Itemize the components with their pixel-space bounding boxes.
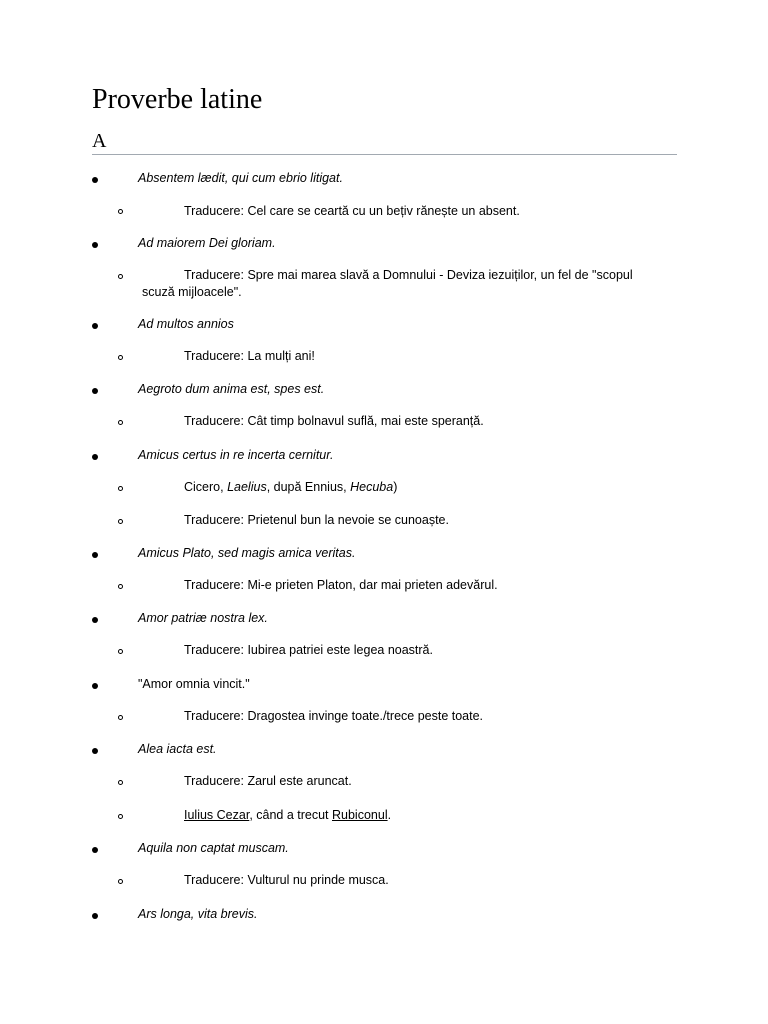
proverb-text: Alea iacta est.	[138, 742, 217, 756]
bullet	[92, 748, 98, 754]
sub-bullet	[118, 715, 123, 720]
note-text: Iulius Cezar, când a trecut Rubiconul.	[184, 808, 392, 822]
proverb-text: Amicus certus in re incerta cernitur.	[138, 448, 334, 462]
sub-bullet	[118, 355, 123, 360]
citation-text: Cicero, Laelius, după Ennius, Hecuba)	[184, 480, 398, 494]
translation-text: Traducere: Vulturul nu prinde musca.	[184, 873, 389, 887]
bullet	[92, 177, 98, 183]
sub-bullet	[118, 274, 123, 279]
link-iulius-cezar[interactable]: Iulius Cezar	[184, 808, 250, 822]
bullet	[92, 454, 98, 460]
translation-text: Traducere: Cel care se ceartă cu un bețiv rănește un absent.	[184, 204, 520, 218]
proverb-text: Absentem lædit, qui cum ebrio litigat.	[138, 171, 343, 185]
sub-bullet	[118, 780, 123, 785]
bullet	[92, 323, 98, 329]
section-heading: A	[92, 128, 677, 155]
translation-text: Traducere: Dragostea invinge toate./trece peste toate.	[184, 709, 484, 723]
translation-text: Traducere: Iubirea patriei este legea noastră.	[184, 643, 433, 657]
bullet	[92, 617, 98, 623]
sub-bullet	[118, 649, 123, 654]
translation-text: Traducere: La mulți ani!	[184, 349, 315, 363]
translation-text: Traducere: Spre mai marea slavă a Domnului - Deviza iezuiților, un fel de "scopul	[184, 268, 633, 282]
proverb-text: Ars longa, vita brevis.	[138, 907, 258, 921]
bullet	[92, 242, 98, 248]
proverb-text: Ad multos annios	[138, 317, 234, 331]
sub-bullet	[118, 209, 123, 214]
bullet	[92, 683, 98, 689]
translation-text: Traducere: Mi-e prieten Platon, dar mai prieten adevărul.	[184, 578, 498, 592]
sub-bullet	[118, 584, 123, 589]
proverb-text: Aegroto dum anima est, spes est.	[138, 382, 325, 396]
sub-bullet	[118, 486, 123, 491]
translation-text: Traducere: Prietenul bun la nevoie se cunoaște.	[184, 513, 449, 527]
sub-bullet	[118, 519, 123, 524]
sub-bullet	[118, 879, 123, 884]
translation-continuation: scuză mijloacele".	[142, 285, 242, 299]
link-rubiconul[interactable]: Rubiconul	[332, 808, 388, 822]
translation-text: Traducere: Zarul este aruncat.	[184, 774, 352, 788]
proverb-text: Aquila non captat muscam.	[138, 841, 289, 855]
bullet	[92, 913, 98, 919]
bullet	[92, 847, 98, 853]
sub-bullet	[118, 814, 123, 819]
bullet	[92, 552, 98, 558]
sub-bullet	[118, 420, 123, 425]
proverb-text: Ad maiorem Dei gloriam.	[138, 236, 276, 250]
translation-text: Traducere: Cât timp bolnavul suflă, mai este speranță.	[184, 414, 484, 428]
proverb-text: Amicus Plato, sed magis amica veritas.	[138, 546, 356, 560]
proverb-text: Amor patriæ nostra lex.	[138, 611, 268, 625]
proverb-text: "Amor omnia vincit."	[138, 677, 250, 691]
page-title: Proverbe latine	[92, 84, 263, 115]
bullet	[92, 388, 98, 394]
